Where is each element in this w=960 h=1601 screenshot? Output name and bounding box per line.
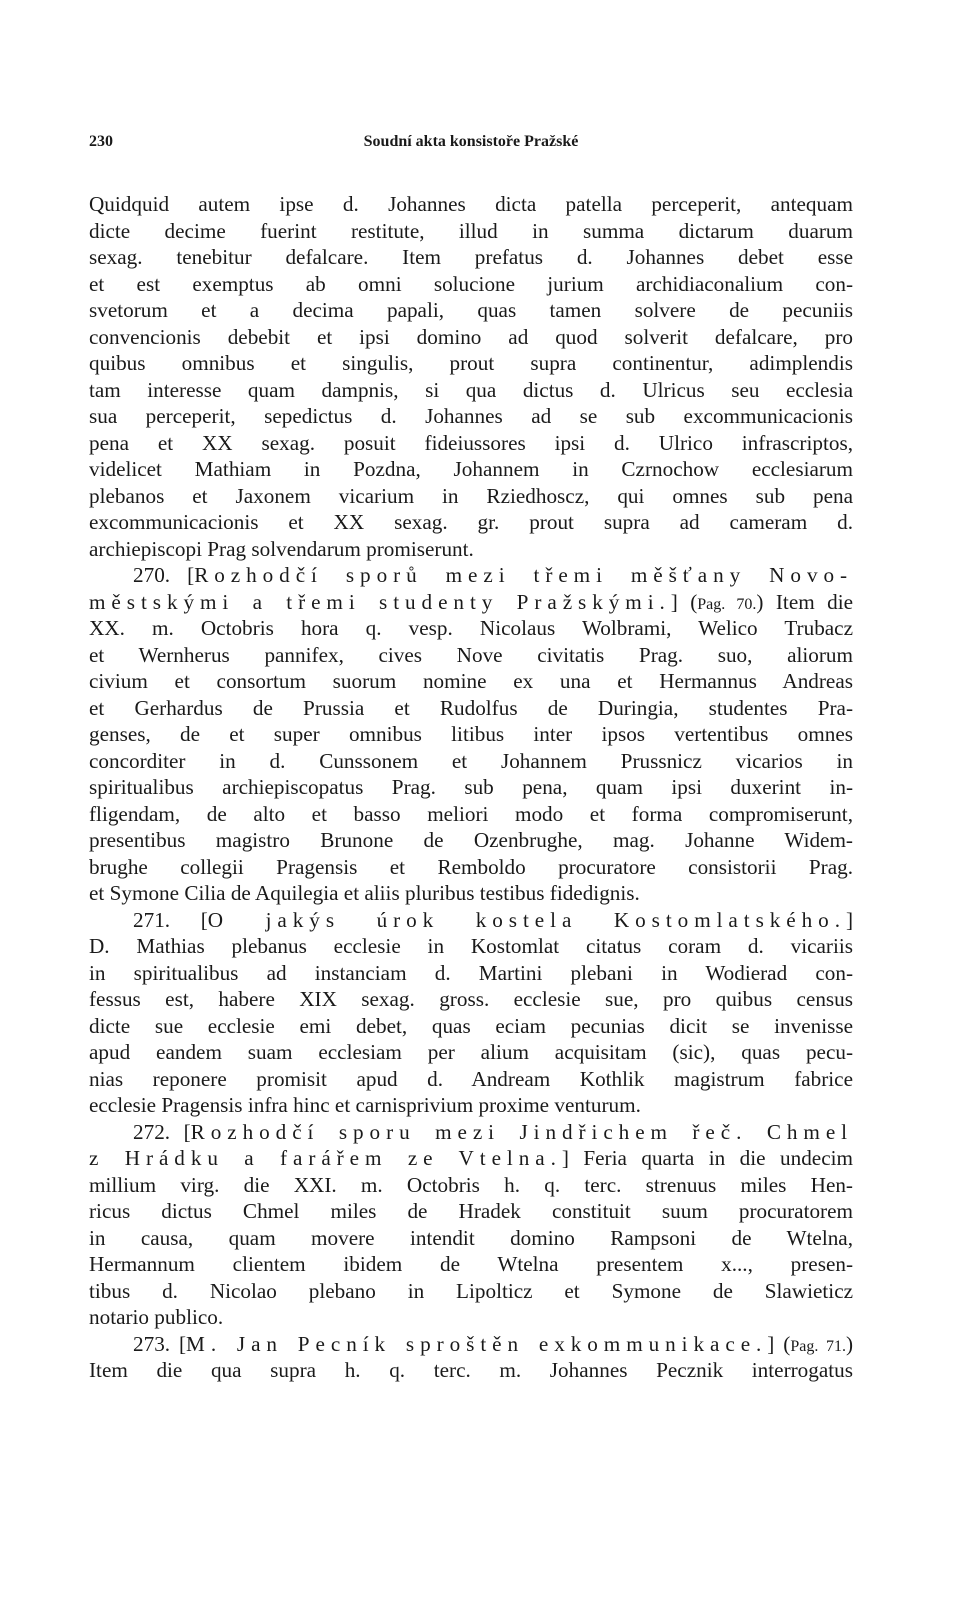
text-segment: tam interesse quam dampnis, si qua dictus d. Ulricus seu ecclesia: [89, 377, 853, 402]
text-line: [89, 1172, 853, 1199]
text-segment: brughe collegii Pragensis et Remboldo procuratore consistorii Prag.: [89, 854, 853, 879]
text-line: [89, 1304, 853, 1331]
text-segment: civium et consortum suorum nomine ex una et Hermannus Andreas: [89, 669, 853, 693]
text-line: [89, 589, 853, 616]
text-segment: et Symone Cilia de Aquilegia et aliis pluribus testibus fidedignis.: [89, 881, 640, 905]
text-line: [89, 430, 853, 457]
running-title: Soudní akta konsistoře Pražské: [363, 133, 579, 150]
text-segment: 271. [: [133, 907, 208, 932]
text-segment: ecclesie Pragensis infra hinc et carnisprivium proxime venturum.: [89, 1093, 641, 1117]
text-segment: ): [845, 1331, 853, 1356]
text-line: [89, 1331, 853, 1358]
text-segment: fessus est, habere XIX sexag. gross. ecclesie sue, pro quibus census: [89, 987, 853, 1011]
text-line: [89, 403, 853, 430]
text-segment: pena et XX sexag. posuit fideiussores ipsi d. Ulrico infrascriptos,: [89, 430, 853, 455]
text-line: [89, 483, 853, 510]
text-line: [89, 271, 853, 298]
text-line: [89, 827, 853, 854]
text-line: [89, 1013, 853, 1040]
text-segment: ] Feria quarta in die undecim: [561, 1146, 853, 1170]
text-segment: Item die qua supra h. q. terc. m. Johannes Pecznik interrogatus: [89, 1358, 853, 1382]
text-line: [89, 1092, 853, 1119]
text-segment: concorditer in d. Cunssonem et Johannem Prussnicz vicarios in: [89, 748, 853, 773]
text-segment: Hermannum clientem ibidem de Wtelna presentem x..., presen-: [89, 1252, 853, 1276]
text-line: [89, 880, 853, 907]
text-line: [89, 1357, 853, 1384]
text-line: [89, 695, 853, 722]
text-segment: presentibus magistro Brunone de Ozenbrughe, mag. Johanne Widem-: [89, 828, 853, 852]
text-line: [89, 854, 853, 881]
text-segment: svetorum et a decima papali, quas tamen solvere de pecuniis: [89, 298, 853, 322]
text-segment: genses, de et super omnibus litibus inter ipsos vertentibus omnes: [89, 722, 853, 746]
body-text: [89, 191, 853, 1384]
text-segment: excommunicacionis et XX sexag. gr. prout supra ad cameram d.: [89, 510, 853, 534]
text-line: [89, 1039, 853, 1066]
text-line: [89, 218, 853, 245]
text-segment: et Gerhardus de Prussia et Rudolfus de Duringia, studentes Pra-: [89, 695, 853, 720]
text-line: [89, 297, 853, 324]
text-segment: sexag. tenebitur defalcare. Item prefatus d. Johannes debet esse: [89, 245, 853, 269]
text-line: [89, 562, 853, 589]
text-segment: tibus d. Nicolao plebano in Lipolticz et Symone de Slawieticz: [89, 1278, 853, 1303]
text-line: [89, 456, 853, 483]
text-segment: ricus dictus Chmel miles de Hradek constituit suum procuratorem: [89, 1199, 853, 1223]
page-reference: Pag. 71.: [790, 1337, 846, 1355]
text-segment: sua perceperit, sepedictus d. Johannes ad se sub excommunicacionis: [89, 404, 853, 428]
text-segment: ]: [845, 907, 853, 932]
text-segment: in causa, quam movere intendit domino Rampsoni de Wtelna,: [89, 1225, 853, 1250]
text-segment: ] (: [767, 1331, 791, 1356]
text-line: [89, 244, 853, 271]
text-line: [89, 1278, 853, 1305]
spaced-heading-text: městskými a třemi studenty Pražskými.: [89, 589, 671, 614]
text-segment: 273. [: [133, 1331, 187, 1356]
text-segment: Quidquid autem ipse d. Johannes dicta patella perceperit, antequam: [89, 192, 853, 216]
text-segment: D. Mathias plebanus ecclesie in Kostomlat citatus coram d. vicariis: [89, 934, 853, 958]
text-segment: dicte sue ecclesie emi debet, quas eciam pecunias dicit se invenisse: [89, 1013, 853, 1038]
text-line: [89, 1225, 853, 1252]
text-segment: quibus omnibus et singulis, prout supra continentur, adimplendis: [89, 351, 853, 375]
text-segment: in spiritualibus ad instanciam d. Martini plebani in Wodierad con-: [89, 960, 853, 985]
text-line: [89, 536, 853, 563]
text-line: [89, 774, 853, 801]
text-segment: archiepiscopi Prag solvendarum promiserunt.: [89, 536, 474, 561]
text-line: [89, 1119, 853, 1146]
page-reference: Pag. 70.: [697, 595, 757, 613]
text-line: [89, 324, 853, 351]
text-line: [89, 1251, 853, 1278]
text-line: [89, 986, 853, 1013]
text-segment: 272. [: [133, 1119, 191, 1144]
text-segment: plebanos et Jaxonem vicarium in Rziedhoscz, qui omnes sub pena: [89, 483, 853, 508]
text-line: [89, 668, 853, 695]
text-line: [89, 933, 853, 960]
text-segment: et est exemptus ab omni solucione jurium archidiaconalium con-: [89, 271, 853, 296]
text-segment: 270. [: [133, 563, 195, 587]
text-segment: ) Item die: [756, 589, 853, 614]
spaced-heading-text: Rozhodčí sporů mezi třemi měšťany Novo-: [194, 563, 853, 587]
text-line: [89, 350, 853, 377]
text-line: [89, 642, 853, 669]
text-line: [89, 801, 853, 828]
text-segment: nias reponere promisit apud d. Andream Kothlik magistrum fabrice: [89, 1066, 853, 1091]
text-segment: videlicet Mathiam in Pozdna, Johannem in Czrnochow ecclesiarum: [89, 457, 853, 481]
text-segment: dicte decime fuerint restitute, illud in summa dictarum duarum: [89, 218, 853, 243]
text-segment: apud eandem suam ecclesiam per alium acquisitam (sic), quas pecu-: [89, 1040, 853, 1064]
text-segment: spiritualibus archiepiscopatus Prag. sub pena, quam ipsi duxerint in-: [89, 775, 853, 799]
text-segment: notario publico.: [89, 1305, 224, 1329]
text-segment: et Wernherus pannifex, cives Nove civitatis Prag. suo, aliorum: [89, 642, 853, 667]
spaced-heading-text: O jakýs úrok kostela Kostomlatského.: [207, 907, 846, 932]
text-segment: ] (: [670, 589, 698, 614]
text-line: [89, 721, 853, 748]
text-segment: convencionis debebit et ipsi domino ad quod solverit defalcare, pro: [89, 324, 853, 349]
text-line: [89, 748, 853, 775]
spaced-heading-text: Rozhodčí sporu mezi Jindřichem řeč. Chmel: [190, 1119, 853, 1144]
page-number: 230: [89, 133, 113, 150]
spaced-heading-text: z Hrádku a farářem ze Vtelna.: [89, 1146, 562, 1170]
text-line: [89, 615, 853, 642]
text-line: [89, 377, 853, 404]
page-header: [89, 133, 853, 157]
text-line: [89, 960, 853, 987]
text-line: [89, 1145, 853, 1172]
text-line: [89, 907, 853, 934]
text-segment: XX. m. Octobris hora q. vesp. Nicolaus Wolbrami, Welico Trubacz: [89, 616, 853, 640]
text-line: [89, 1198, 853, 1225]
spaced-heading-text: M. Jan Pecník sproštěn exkommunikace.: [186, 1331, 768, 1356]
text-line: [89, 1066, 853, 1093]
text-line: [89, 509, 853, 536]
text-segment: fligendam, de alto et basso meliori modo et forma compromiserunt,: [89, 801, 853, 826]
text-line: [89, 191, 853, 218]
text-segment: millium virg. die XXI. m. Octobris h. q. terc. strenuus miles Hen-: [89, 1172, 853, 1197]
